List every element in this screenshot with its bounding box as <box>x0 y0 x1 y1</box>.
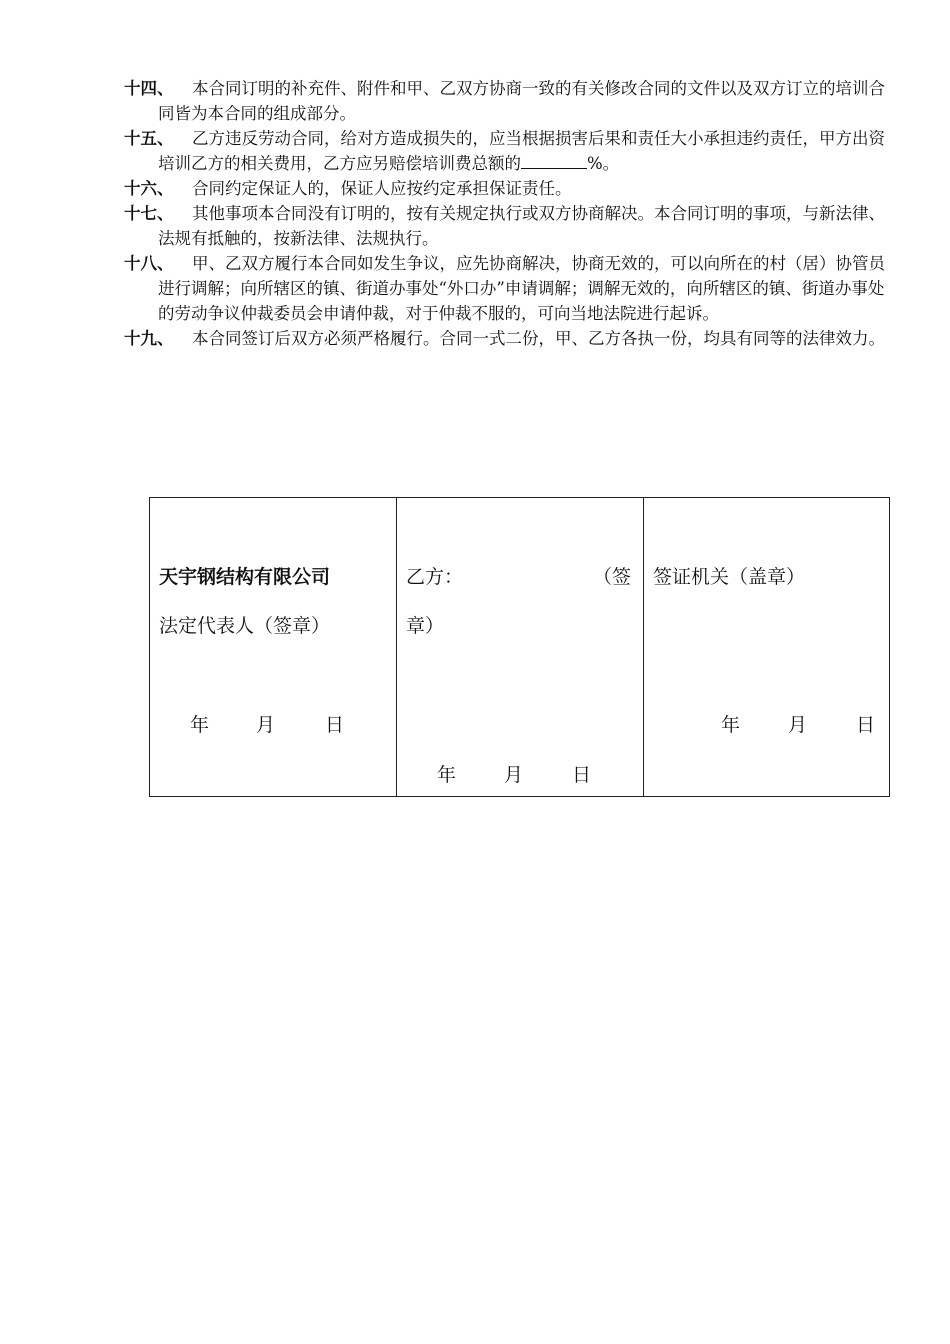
clause-text: 甲、乙双方履行本合同如发生争议，应先协商解决，协商无效的，可以向所在的村（居）协管员进行调解；向所辖区的镇、街道办事处“外口办”申请调解；调解无效的，向所辖区的镇、街道办事处的劳动争议仲裁委员会申请仲裁，对于仲裁不服的，可向当地法院进行起诉。 <box>158 254 885 323</box>
clause-text: 合同约定保证人的，保证人应按约定承担保证责任。 <box>192 179 572 198</box>
date-day: 日 <box>856 714 876 736</box>
date-year: 年 <box>721 714 741 736</box>
clause-text <box>124 126 896 176</box>
clause-number: 十四、 <box>124 79 174 98</box>
date-year: 年 <box>437 764 457 786</box>
party-a-cell <box>150 498 397 796</box>
clause-14 <box>124 76 896 126</box>
date-day: 日 <box>572 764 592 786</box>
company-name: 天宇钢结构有限公司 <box>159 566 331 588</box>
clause-text-after: %。 <box>587 154 620 173</box>
clause-18 <box>124 251 896 326</box>
party-b-cell <box>397 498 644 796</box>
clause-number: 十八、 <box>124 254 174 273</box>
date-month: 月 <box>256 714 276 736</box>
clause-text: 其他事项本合同没有订明的，按有关规定执行或双方协商解决。本合同订明的事项，与新法律、法规有抵触的，按新法律、法规执行。 <box>158 204 885 248</box>
date-month: 月 <box>788 714 808 736</box>
legal-rep-label: 法定代表人（签章） <box>159 615 331 637</box>
clause-16 <box>124 176 896 201</box>
party-b-label: 乙方： <box>406 566 464 588</box>
clause-15 <box>124 126 896 176</box>
clause-text-before: 乙方违反劳动合同，给对方造成损失的，应当根据损害后果和责任大小承担违约责任，甲方出资培训乙方的相关费用，乙方应另赔偿培训费总额的 <box>158 129 885 173</box>
party-b-sign-part2: 章） <box>406 615 445 637</box>
signature-table <box>149 497 890 797</box>
clause-text: 本合同订明的补充件、附件和甲、乙双方协商一致的有关修改合同的文件以及双方订立的培训合同皆为本合同的组成部分。 <box>158 79 885 123</box>
date-month: 月 <box>504 764 524 786</box>
clause-17 <box>124 201 896 251</box>
authority-label: 签证机关（盖章） <box>653 566 806 588</box>
clause-number: 十七、 <box>124 204 174 223</box>
contract-clauses <box>124 76 896 351</box>
clause-number: 十六、 <box>124 179 174 198</box>
party-b-sign-part1: （签 <box>593 566 632 588</box>
clause-text: 本合同签订后双方必须严格履行。合同一式二份，甲、乙方各执一份，均具有同等的法律效力。 <box>192 329 885 348</box>
clause-19 <box>124 326 896 351</box>
date-day: 日 <box>325 714 345 736</box>
percentage-blank <box>521 151 587 169</box>
date-year: 年 <box>190 714 210 736</box>
clause-number: 十五、 <box>124 129 174 148</box>
clause-number: 十九、 <box>124 329 174 348</box>
authority-cell <box>644 498 889 796</box>
